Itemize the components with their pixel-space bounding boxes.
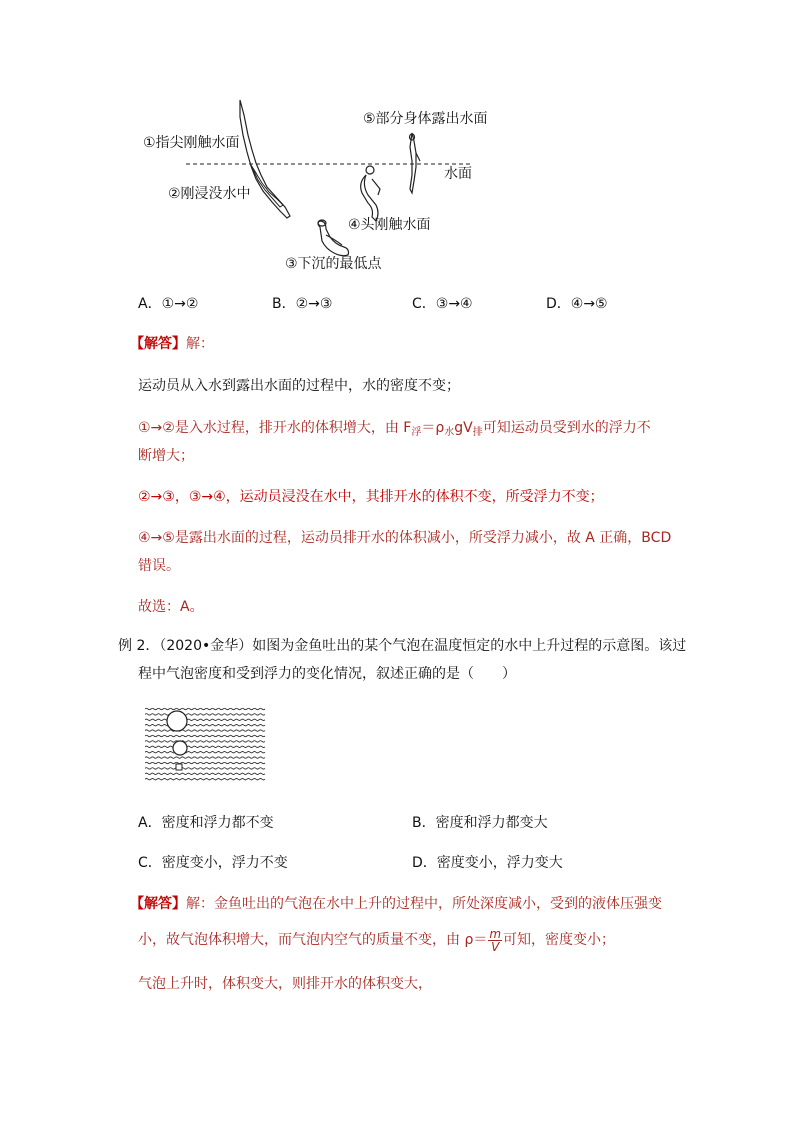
q2-stem-line2: 程中气泡密度和受到浮力的变化情况，叙述正确的是（ ） xyxy=(138,666,516,682)
q1-answer-line3: 断增大； xyxy=(138,448,194,464)
diver-figure-5 xyxy=(410,133,421,193)
wave-line xyxy=(145,714,265,715)
bubble-diagram xyxy=(145,705,267,785)
fraction-denominator: V xyxy=(491,939,500,954)
wave-line xyxy=(145,752,265,753)
wave-line xyxy=(145,725,265,726)
wave-line xyxy=(145,762,265,763)
wave-line xyxy=(145,735,265,736)
q1-answer-line1: 运动员从入水到露出水面的过程中，水的密度不变； xyxy=(138,378,460,394)
diver-figure-4 xyxy=(361,166,380,221)
wave-line xyxy=(145,746,265,747)
line2-part-b: ＝ρ xyxy=(421,420,445,436)
label-p2: ②刚浸没水中 xyxy=(168,186,251,202)
q2-answer-line3: 气泡上升时，体积变大，则排开水的体积变大， xyxy=(138,976,432,992)
q2-answer-line2 xyxy=(138,926,615,954)
wave-line xyxy=(145,719,265,720)
line2-part-c: gV xyxy=(454,420,473,436)
label-p3: ③下沉的最低点 xyxy=(285,256,382,272)
bubble-large xyxy=(167,711,187,731)
q1-answer-line4: ②→③，③→④，运动员浸没在水中，其排开水的体积不变，所受浮力不变； xyxy=(138,489,604,505)
q2-option-a[interactable]: A．密度和浮力都不变 xyxy=(138,815,274,831)
line2-part-a: 小，故气泡体积增大，而气泡内空气的质量不变，由 ρ＝ xyxy=(138,932,488,948)
wave-line xyxy=(145,779,265,780)
wave-line xyxy=(145,730,265,731)
q2-option-c[interactable]: C．密度变小，浮力不变 xyxy=(138,855,288,871)
wave-line xyxy=(145,773,265,774)
q1-option-b[interactable]: B．②→③ xyxy=(272,296,333,312)
q1-answer-line6: 错误。 xyxy=(138,558,180,574)
bubble-small xyxy=(176,764,182,770)
answer-tag: 【解答】 xyxy=(130,336,186,352)
line2-sub-float: 浮 xyxy=(411,427,422,438)
q2-answer-line1 xyxy=(130,894,662,914)
water-waves xyxy=(145,708,265,780)
line2-part-a: ①→②是入水过程，排开水的体积增大，由 F xyxy=(138,420,412,436)
q1-option-d[interactable]: D．④→⑤ xyxy=(546,296,608,312)
label-water: 水面 xyxy=(444,166,472,182)
q2-option-b[interactable]: B．密度和浮力都变大 xyxy=(412,815,548,831)
line2-sub-displaced: 排 xyxy=(472,427,483,438)
answer-tag-suffix: 解： xyxy=(186,336,214,352)
wave-line xyxy=(145,768,265,769)
line2-part-b: 可知，密度变小； xyxy=(503,932,616,948)
density-fraction xyxy=(488,928,502,953)
wave-line xyxy=(145,757,265,758)
q1-answer-line2 xyxy=(138,418,651,443)
q1-option-a[interactable]: A．①→② xyxy=(138,296,199,312)
answer-text: 解：金鱼吐出的气泡在水中上升的过程中，所处深度减小，受到的液体压强变 xyxy=(186,896,662,912)
line2-part-d: 可知运动员受到水的浮力不 xyxy=(482,420,651,436)
label-p4: ④头刚触水面 xyxy=(348,217,431,233)
q1-answer-choice: 故选：A。 xyxy=(138,599,204,615)
q1-answer-heading xyxy=(130,334,214,354)
label-p1: ①指尖刚触水面 xyxy=(143,135,240,151)
q2-option-d[interactable]: D．密度变小，浮力变大 xyxy=(412,855,563,871)
line2-sub-water: 水 xyxy=(444,427,455,438)
q1-option-c[interactable]: C．③→④ xyxy=(412,296,473,312)
bubble-medium xyxy=(173,741,187,755)
label-p5: ⑤部分身体露出水面 xyxy=(363,111,488,127)
q2-stem-line1: 例 2．（2020•金华）如图为金鱼吐出的某个气泡在温度恒定的水中上升过程的示意图。该过 xyxy=(118,638,687,654)
fraction-numerator: m xyxy=(489,926,502,941)
wave-line xyxy=(145,708,265,709)
q1-answer-line5: ④→⑤是露出水面的过程，运动员排开水的体积减小，所受浮力减小，故 A 正确，BCD xyxy=(138,530,672,546)
answer-tag: 【解答】 xyxy=(130,896,186,912)
diver-figure-3 xyxy=(318,220,349,256)
wave-line xyxy=(145,741,265,742)
